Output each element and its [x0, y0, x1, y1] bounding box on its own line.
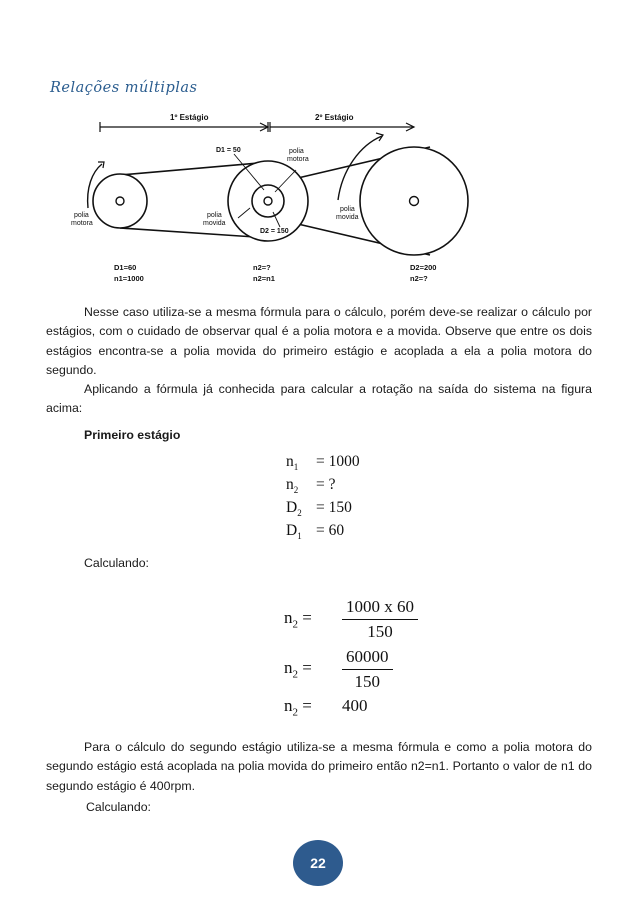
left-value-2: n1=1000: [114, 274, 144, 283]
pulley-right: [360, 147, 468, 255]
label-polia-movida-right-2: movida: [336, 214, 359, 221]
right-value-2: n2=?: [410, 274, 428, 283]
given-values: [286, 453, 360, 545]
stage2-label: 2º Estágio: [315, 113, 354, 122]
label-polia-movida-mid-1: polia: [207, 212, 222, 219]
label-polia-motora-left-1: polia: [74, 212, 89, 219]
calculation-block: [284, 596, 418, 718]
label-d1: D1 = 50: [216, 147, 241, 154]
paragraph-2: Aplicando a fórmula já conhecida para calcular a rotação na saída do sistema na figura acima:: [46, 382, 592, 416]
given-n1: $n_1$ = 1000: [286, 453, 360, 473]
calc-step-2: $n_2$ = $\frac{60000}{150}$: [284, 646, 418, 692]
label-primeiro-estagio: Primeiro estágio: [84, 428, 181, 442]
label-polia-movida-right-1: polia: [340, 206, 355, 213]
stage1-label: 1º Estágio: [170, 113, 209, 122]
mid-value-1: n2=?: [253, 263, 271, 272]
label-d2: D2 = 150: [260, 228, 289, 235]
section-title: Relações múltiplas: [50, 80, 198, 96]
right-value-1: D2=200: [410, 263, 437, 272]
given-D2: $D_2$ = 150: [286, 499, 352, 519]
label-calculando-1: Calculando:: [84, 556, 149, 570]
label-polia-motora-mid-2: motora: [287, 156, 309, 163]
label-polia-motora-left-2: motora: [71, 220, 93, 227]
given-D1: $D_1$ = 60: [286, 522, 345, 542]
calc-step-1: $n_2$ = $\frac{1000 x 60}{150}$: [284, 596, 418, 642]
given-n2: $n_2$ = ?: [286, 476, 336, 496]
calc-result: $n_2$ = 400: [284, 696, 368, 719]
left-value-1: D1=60: [114, 263, 137, 272]
pulley-diagram: [70, 100, 510, 300]
mid-value-2: n2=n1: [253, 274, 275, 283]
label-polia-movida-mid-2: movida: [203, 220, 226, 227]
paragraph-3: Para o cálculo do segundo estágio utiliza-se a mesma fórmula e como a polia motora do segundo estágio está acoplada na polia movida do primeiro então n2=n1. Portanto o valor de n1 do segundo estágio é 400rpm.: [46, 740, 592, 793]
pulley-left: [93, 174, 147, 228]
label-polia-motora-mid-1: polia: [289, 148, 304, 155]
paragraph-1: Nesse caso utiliza-se a mesma fórmula para o cálculo, porém deve-se realizar o cálculo por estágios, com o cuidado de observar qual é a polia motora e a movida. Observe que entre os dois estágios encontra-se a polia movida do primeiro estágio e acoplada a ela a polia motora do segundo.: [46, 305, 592, 378]
label-calculando-2: Calculando:: [86, 800, 151, 814]
stage2-bracket: [270, 122, 414, 132]
stage1-bracket: [100, 122, 268, 132]
page-number-badge: 22: [293, 840, 343, 886]
